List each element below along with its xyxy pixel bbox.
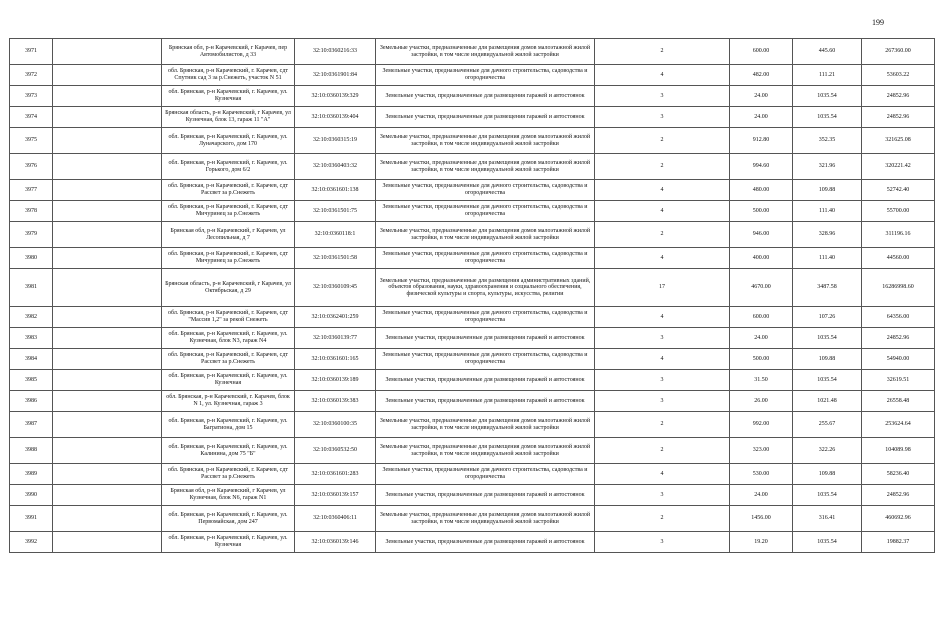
- cadastral-registry-table: [9, 38, 935, 553]
- address-cell: обл. Брянская, р-н Карачевский, г. Карачев, сдт Рассвет за р.Снежеть: [162, 464, 295, 485]
- land-use-cell: Земельные участки, предназначенные для размещения гаражей и автостоянок: [376, 485, 595, 506]
- cadastral-value-cell: 44560.00: [862, 248, 935, 269]
- area-cell: 992.00: [730, 412, 793, 438]
- table-body: [10, 39, 935, 553]
- cadastral-number-cell: 32:10:0360139:404: [295, 107, 376, 128]
- land-use-cell: Земельные участки, предназначенные для размещения домов малоэтажной жилой застройки, в том числе индивидуальной жилой застройки: [376, 128, 595, 154]
- blank-cell: [53, 485, 162, 506]
- row-number-cell: 3989: [10, 464, 53, 485]
- blank-cell: [53, 154, 162, 180]
- cadastral-number-cell: 32:10:0361501:58: [295, 248, 376, 269]
- row-number-cell: 3991: [10, 506, 53, 532]
- table-row: [10, 307, 935, 328]
- cadastral-value-cell: 53603.22: [862, 65, 935, 86]
- cadastral-number-cell: 32:10:0361501:75: [295, 201, 376, 222]
- group-cell: 4: [595, 307, 730, 328]
- row-number-cell: 3978: [10, 201, 53, 222]
- row-number-cell: 3971: [10, 39, 53, 65]
- table-row: [10, 412, 935, 438]
- row-number-cell: 3979: [10, 222, 53, 248]
- cadastral-value-cell: 24852.96: [862, 107, 935, 128]
- land-use-cell: Земельные участки, предназначенные для размещения домов малоэтажной жилой застройки, в том числе индивидуальной жилой застройки: [376, 506, 595, 532]
- area-cell: 600.00: [730, 39, 793, 65]
- blank-cell: [53, 39, 162, 65]
- address-cell: обл. Брянская, р-н Карачевский, г. Карачев, ул. Первомайская, дом 247: [162, 506, 295, 532]
- specific-value-cell: 109.88: [793, 349, 862, 370]
- cadastral-value-cell: 52742.40: [862, 180, 935, 201]
- table-row: [10, 485, 935, 506]
- specific-value-cell: 1035.54: [793, 485, 862, 506]
- specific-value-cell: 111.40: [793, 201, 862, 222]
- address-cell: обл. Брянская, р-н Карачевский, г. Карачев, ул. Кузнечная: [162, 532, 295, 553]
- table-row: [10, 506, 935, 532]
- area-cell: 24.00: [730, 485, 793, 506]
- group-cell: 2: [595, 506, 730, 532]
- cadastral-number-cell: 32:10:0361901:84: [295, 65, 376, 86]
- row-number-cell: 3974: [10, 107, 53, 128]
- group-cell: 4: [595, 201, 730, 222]
- cadastral-value-cell: 32619.51: [862, 370, 935, 391]
- land-use-cell: Земельные участки, предназначенные для размещения административных зданий, объектов образования, науки, здравоохранения и социального обеспечения, физической культуры и спорта, культуры, искусства, религии: [376, 269, 595, 307]
- row-number-cell: 3977: [10, 180, 53, 201]
- land-use-cell: Земельные участки, предназначенные для размещения домов малоэтажной жилой застройки, в том числе индивидуальной жилой застройки: [376, 412, 595, 438]
- table-row: [10, 107, 935, 128]
- cadastral-number-cell: 32:10:0362401:259: [295, 307, 376, 328]
- area-cell: 24.00: [730, 328, 793, 349]
- row-number-cell: 3992: [10, 532, 53, 553]
- address-cell: обл. Брянская, р-н Карачевский, г. Карачев, сдт Мичуринец за р.Снежеть: [162, 201, 295, 222]
- address-cell: Брянская область, р-н Карачевский, г Карачев, ул Кузнечная, блок 13, гараж 11 "А": [162, 107, 295, 128]
- cadastral-value-cell: 16286998.60: [862, 269, 935, 307]
- group-cell: 4: [595, 180, 730, 201]
- blank-cell: [53, 86, 162, 107]
- row-number-cell: 3984: [10, 349, 53, 370]
- table-row: [10, 201, 935, 222]
- address-cell: обл. Брянская, р-н Карачевский, г. Карачев, ул. Кузнечная, блок N3, гараж N4: [162, 328, 295, 349]
- table-row: [10, 180, 935, 201]
- blank-cell: [53, 464, 162, 485]
- group-cell: 4: [595, 349, 730, 370]
- blank-cell: [53, 506, 162, 532]
- land-use-cell: Земельные участки, предназначенные для дачного строительства, садоводства и огородничества: [376, 65, 595, 86]
- row-number-cell: 3972: [10, 65, 53, 86]
- address-cell: обл. Брянская, р-н Карачевский, г. Карачев, ул. Горького, дом 6/2: [162, 154, 295, 180]
- cadastral-number-cell: 32:10:0360139:146: [295, 532, 376, 553]
- cadastral-number-cell: 32:10:0360403:32: [295, 154, 376, 180]
- row-number-cell: 3988: [10, 438, 53, 464]
- table-row: [10, 328, 935, 349]
- address-cell: обл. Брянская, р-н Карачевский, г. Карачев, блок N 1, ул. Кузнечная, гараж 3: [162, 391, 295, 412]
- group-cell: 3: [595, 391, 730, 412]
- specific-value-cell: 1035.54: [793, 532, 862, 553]
- row-number-cell: 3976: [10, 154, 53, 180]
- cadastral-number-cell: 32:10:0360139:329: [295, 86, 376, 107]
- specific-value-cell: 3487.58: [793, 269, 862, 307]
- group-cell: 2: [595, 128, 730, 154]
- row-number-cell: 3983: [10, 328, 53, 349]
- cadastral-number-cell: 32:10:0360109:45: [295, 269, 376, 307]
- table-row: [10, 370, 935, 391]
- blank-cell: [53, 201, 162, 222]
- blank-cell: [53, 412, 162, 438]
- specific-value-cell: 107.26: [793, 307, 862, 328]
- specific-value-cell: 109.88: [793, 180, 862, 201]
- row-number-cell: 3986: [10, 391, 53, 412]
- address-cell: обл. Брянская, р-н Карачевский, г. Карачев, ул. Багратиона, дом 15: [162, 412, 295, 438]
- table-row: [10, 128, 935, 154]
- row-number-cell: 3975: [10, 128, 53, 154]
- table-row: [10, 349, 935, 370]
- row-number-cell: 3987: [10, 412, 53, 438]
- cadastral-number-cell: 32:10:0360315:19: [295, 128, 376, 154]
- blank-cell: [53, 128, 162, 154]
- blank-cell: [53, 391, 162, 412]
- area-cell: 400.00: [730, 248, 793, 269]
- row-number-cell: 3973: [10, 86, 53, 107]
- cadastral-value-cell: 321625.08: [862, 128, 935, 154]
- specific-value-cell: 1021.48: [793, 391, 862, 412]
- address-cell: обл. Брянская, р-н Карачевский, г. Карачев, сдт Мичуринец за р.Снежеть: [162, 248, 295, 269]
- land-use-cell: Земельные участки, предназначенные для размещения гаражей и автостоянок: [376, 328, 595, 349]
- land-use-cell: Земельные участки, предназначенные для дачного строительства, садоводства и огородничества: [376, 307, 595, 328]
- land-use-cell: Земельные участки, предназначенные для дачного строительства, садоводства и огородничества: [376, 201, 595, 222]
- group-cell: 3: [595, 328, 730, 349]
- specific-value-cell: 352.35: [793, 128, 862, 154]
- group-cell: 2: [595, 39, 730, 65]
- cadastral-value-cell: 64356.00: [862, 307, 935, 328]
- cadastral-value-cell: 24852.96: [862, 485, 935, 506]
- address-cell: обл. Брянская, р-н Карачевский, г. Карачев, ул. Кузнечная: [162, 86, 295, 107]
- table-row: [10, 65, 935, 86]
- land-use-cell: Земельные участки, предназначенные для дачного строительства, садоводства и огородничества: [376, 248, 595, 269]
- group-cell: 3: [595, 107, 730, 128]
- specific-value-cell: 255.67: [793, 412, 862, 438]
- table-row: [10, 391, 935, 412]
- area-cell: 912.80: [730, 128, 793, 154]
- cadastral-value-cell: 58236.40: [862, 464, 935, 485]
- group-cell: 3: [595, 370, 730, 391]
- table-row: [10, 438, 935, 464]
- blank-cell: [53, 107, 162, 128]
- cadastral-number-cell: 32:10:0360100:35: [295, 412, 376, 438]
- land-use-cell: Земельные участки, предназначенные для размещения домов малоэтажной жилой застройки, в том числе индивидуальной жилой застройки: [376, 154, 595, 180]
- table-row: [10, 154, 935, 180]
- specific-value-cell: 445.60: [793, 39, 862, 65]
- area-cell: 26.00: [730, 391, 793, 412]
- address-cell: обл. Брянская, р-н Карачевский, г. Карачев, сдт "Массив 1,2" за рекой Снежеть: [162, 307, 295, 328]
- row-number-cell: 3981: [10, 269, 53, 307]
- land-use-cell: Земельные участки, предназначенные для размещения домов малоэтажной жилой застройки, в том числе индивидуальной жилой застройки: [376, 39, 595, 65]
- cadastral-value-cell: 54940.00: [862, 349, 935, 370]
- area-cell: 4670.00: [730, 269, 793, 307]
- specific-value-cell: 321.96: [793, 154, 862, 180]
- land-use-cell: Земельные участки, предназначенные для размещения гаражей и автостоянок: [376, 370, 595, 391]
- area-cell: 500.00: [730, 349, 793, 370]
- group-cell: 4: [595, 248, 730, 269]
- blank-cell: [53, 370, 162, 391]
- blank-cell: [53, 532, 162, 553]
- specific-value-cell: 1035.54: [793, 370, 862, 391]
- area-cell: 946.00: [730, 222, 793, 248]
- group-cell: 3: [595, 86, 730, 107]
- land-use-cell: Земельные участки, предназначенные для размещения гаражей и автостоянок: [376, 107, 595, 128]
- area-cell: 1456.00: [730, 506, 793, 532]
- area-cell: 480.00: [730, 180, 793, 201]
- cadastral-value-cell: 267360.00: [862, 39, 935, 65]
- address-cell: обл. Брянская, р-н Карачевский, г. Карачев, сдт Спутник сад 3 за р.Снежеть, участок N 51: [162, 65, 295, 86]
- specific-value-cell: 1035.54: [793, 86, 862, 107]
- cadastral-value-cell: 104089.98: [862, 438, 935, 464]
- address-cell: Брянская обл, р-н Карачевский, г Карачев, ул Кузнечная, блок N6, гараж N1: [162, 485, 295, 506]
- cadastral-number-cell: 32:10:0360216:33: [295, 39, 376, 65]
- group-cell: 2: [595, 412, 730, 438]
- cadastral-number-cell: 32:10:0360406:11: [295, 506, 376, 532]
- table-row: [10, 222, 935, 248]
- group-cell: 2: [595, 438, 730, 464]
- table-row: [10, 464, 935, 485]
- table-row: [10, 86, 935, 107]
- table-row: [10, 532, 935, 553]
- cadastral-value-cell: 19882.37: [862, 532, 935, 553]
- page-number: 199: [872, 18, 884, 27]
- specific-value-cell: 1035.54: [793, 107, 862, 128]
- row-number-cell: 3985: [10, 370, 53, 391]
- cadastral-value-cell: 460692.96: [862, 506, 935, 532]
- cadastral-value-cell: 320221.42: [862, 154, 935, 180]
- cadastral-number-cell: 32:10:0361601:138: [295, 180, 376, 201]
- cadastral-value-cell: 311196.16: [862, 222, 935, 248]
- area-cell: 500.00: [730, 201, 793, 222]
- land-use-cell: Земельные участки, предназначенные для дачного строительства, садоводства и огородничества: [376, 349, 595, 370]
- area-cell: 24.00: [730, 86, 793, 107]
- address-cell: обл. Брянская, р-н Карачевский, г. Карачев, сдт Рассвет за р.Снежеть: [162, 349, 295, 370]
- address-cell: Брянская обл, р-н Карачевский, г Карачев, ул Лесопильная, д 7: [162, 222, 295, 248]
- group-cell: 4: [595, 464, 730, 485]
- area-cell: 31.50: [730, 370, 793, 391]
- specific-value-cell: 109.88: [793, 464, 862, 485]
- specific-value-cell: 316.41: [793, 506, 862, 532]
- land-use-cell: Земельные участки, предназначенные для размещения домов малоэтажной жилой застройки, в том числе индивидуальной жилой застройки: [376, 222, 595, 248]
- specific-value-cell: 111.40: [793, 248, 862, 269]
- land-use-cell: Земельные участки, предназначенные для размещения гаражей и автостоянок: [376, 532, 595, 553]
- cadastral-number-cell: 32:10:0360139:77: [295, 328, 376, 349]
- specific-value-cell: 1035.54: [793, 328, 862, 349]
- land-use-cell: Земельные участки, предназначенные для размещения домов малоэтажной жилой застройки, в том числе индивидуальной жилой застройки: [376, 438, 595, 464]
- row-number-cell: 3990: [10, 485, 53, 506]
- row-number-cell: 3980: [10, 248, 53, 269]
- group-cell: 3: [595, 532, 730, 553]
- table-row: [10, 248, 935, 269]
- address-cell: обл. Брянская, р-н Карачевский, г. Карачев, сдт Рассвет за р.Снежеть: [162, 180, 295, 201]
- blank-cell: [53, 269, 162, 307]
- group-cell: 2: [595, 154, 730, 180]
- cadastral-value-cell: 26558.48: [862, 391, 935, 412]
- table-row: [10, 39, 935, 65]
- cadastral-number-cell: 32:10:0360118:1: [295, 222, 376, 248]
- land-use-cell: Земельные участки, предназначенные для дачного строительства, садоводства и огородничества: [376, 180, 595, 201]
- group-cell: 2: [595, 222, 730, 248]
- cadastral-number-cell: 32:10:0360139:157: [295, 485, 376, 506]
- address-cell: обл. Брянская, р-н Карачевский, г. Карачев, ул. Кузнечная: [162, 370, 295, 391]
- row-number-cell: 3982: [10, 307, 53, 328]
- specific-value-cell: 328.96: [793, 222, 862, 248]
- cadastral-value-cell: 24852.96: [862, 86, 935, 107]
- cadastral-number-cell: 32:10:0361601:165: [295, 349, 376, 370]
- address-cell: обл. Брянская, р-н Карачевский, г. Карачев, ул. Луначарского, дом 170: [162, 128, 295, 154]
- address-cell: обл. Брянская, р-н Карачевский, г. Карачев, ул. Калинина, дом 75 "Б": [162, 438, 295, 464]
- area-cell: 600.00: [730, 307, 793, 328]
- blank-cell: [53, 180, 162, 201]
- area-cell: 323.00: [730, 438, 793, 464]
- land-use-cell: Земельные участки, предназначенные для размещения гаражей и автостоянок: [376, 391, 595, 412]
- blank-cell: [53, 349, 162, 370]
- blank-cell: [53, 65, 162, 86]
- cadastral-value-cell: 55700.00: [862, 201, 935, 222]
- blank-cell: [53, 307, 162, 328]
- blank-cell: [53, 438, 162, 464]
- area-cell: 19.20: [730, 532, 793, 553]
- area-cell: 530.00: [730, 464, 793, 485]
- blank-cell: [53, 248, 162, 269]
- group-cell: 4: [595, 65, 730, 86]
- cadastral-value-cell: 24852.96: [862, 328, 935, 349]
- specific-value-cell: 111.21: [793, 65, 862, 86]
- group-cell: 3: [595, 485, 730, 506]
- cadastral-number-cell: 32:10:0361601:283: [295, 464, 376, 485]
- address-cell: Брянская область, р-н Карачевский, г Карачев, ул Октябрьская, д 29: [162, 269, 295, 307]
- cadastral-value-cell: 253624.64: [862, 412, 935, 438]
- land-use-cell: Земельные участки, предназначенные для дачного строительства, садоводства и огородничества: [376, 464, 595, 485]
- area-cell: 482.00: [730, 65, 793, 86]
- group-cell: 17: [595, 269, 730, 307]
- specific-value-cell: 322.26: [793, 438, 862, 464]
- cadastral-number-cell: 32:10:0360139:383: [295, 391, 376, 412]
- blank-cell: [53, 222, 162, 248]
- land-use-cell: Земельные участки, предназначенные для размещения гаражей и автостоянок: [376, 86, 595, 107]
- cadastral-number-cell: 32:10:0360532:50: [295, 438, 376, 464]
- address-cell: Брянская обл, р-н Карачевский, г Карачев, пер Автомобилистов, д 33: [162, 39, 295, 65]
- area-cell: 24.00: [730, 107, 793, 128]
- area-cell: 994.60: [730, 154, 793, 180]
- cadastral-number-cell: 32:10:0360139:189: [295, 370, 376, 391]
- blank-cell: [53, 328, 162, 349]
- table-row: [10, 269, 935, 307]
